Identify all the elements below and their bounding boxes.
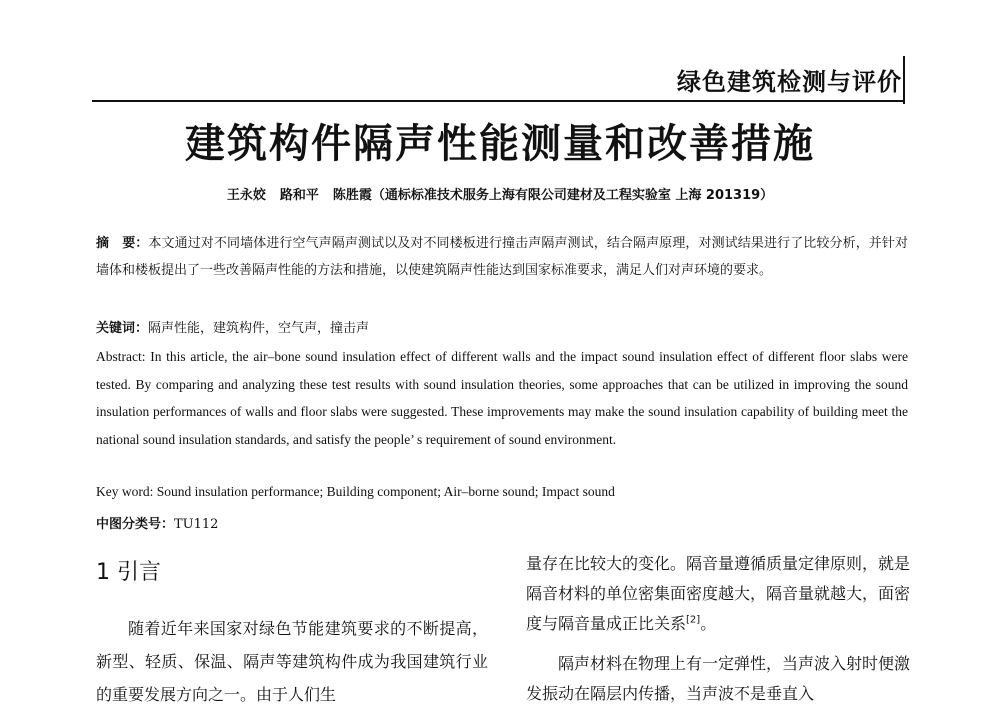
body-paragraph xyxy=(526,549,910,639)
header-vertical-rule xyxy=(903,56,905,104)
abstract-chinese-label: 摘 要： xyxy=(96,236,149,251)
abstract-chinese-text: 本文通过对不同墙体进行空气声隔声测试以及对不同楼板进行撞击声隔声测试，结合隔声原理，对测试结果进行了比较分析，并针对墙体和楼板提出了一些改善隔声性能的方法和措施，以使建筑隔声性能达到国家标准要求，满足人们对声环境的要求。 xyxy=(96,236,908,278)
classification-value: TU112 xyxy=(174,517,219,532)
author-name: 王永姣 xyxy=(226,188,266,203)
author-name: 路和平 xyxy=(279,188,319,203)
citation-reference: [2] xyxy=(686,614,701,626)
keywords-chinese-label: 关键词： xyxy=(96,321,149,336)
classification-number xyxy=(96,513,496,532)
classification-label: 中图分类号： xyxy=(96,517,175,532)
keywords-chinese-text: 隔声性能，建筑构件，空气声，撞击声 xyxy=(148,321,370,336)
author-line xyxy=(0,184,1000,203)
author-name: 陈胜霞 xyxy=(332,188,372,203)
paragraph-end: 。 xyxy=(700,614,717,633)
keywords-english xyxy=(96,484,908,500)
paragraph-text: 量存在比较大的变化。隔音量遵循质量定律原则，就是隔音材料的单位密集面密度越大，隔音量就越大，面密度与隔音量成正比关系 xyxy=(526,554,911,633)
abstract-english-text: In this article, the air–bone sound insulation effect of different walls and the impact sound insulation effect of different floor slabs were tested. By comparing and analyzing these test results with sound insulation theories, some approaches that can be utilized in improving the sound insulation performances of walls and floor slabs were suggested. These improvements may make the sound insulation capability of building meet the national sound insulation standards, and satisfy the people’ s requirement of sound environment. xyxy=(96,349,908,447)
abstract-english-label: Abstract: xyxy=(96,349,146,364)
abstract-chinese xyxy=(96,230,908,284)
abstract-english xyxy=(96,343,908,453)
body-column-right xyxy=(526,549,910,709)
journal-section-label: 绿色建筑检测与评价 xyxy=(677,68,902,96)
section-heading: 1 引言 xyxy=(96,560,161,585)
header-rule xyxy=(92,100,905,102)
body-column-left xyxy=(96,612,488,711)
author-affiliation: （通标标准技术服务上海有限公司建材及工程实验室 上海 201319） xyxy=(371,188,774,203)
keywords-english-label: Key word: xyxy=(96,484,154,499)
keywords-chinese xyxy=(96,317,908,336)
article-title: 建筑构件隔声性能测量和改善措施 xyxy=(185,121,815,167)
keywords-english-text: Sound insulation performance; Building component; Air–borne sound; Impact sound xyxy=(156,484,615,499)
body-paragraph: 隔声材料在物理上有一定弹性，当声波入射时便激发振动在隔层内传播，当声波不是垂直入 xyxy=(526,654,911,703)
body-paragraph: 随着近年来国家对绿色节能建筑要求的不断提高，新型、轻质、保温、隔声等建筑构件成为我国建筑行业的重要发展方向之一。由于人们生 xyxy=(96,619,488,704)
